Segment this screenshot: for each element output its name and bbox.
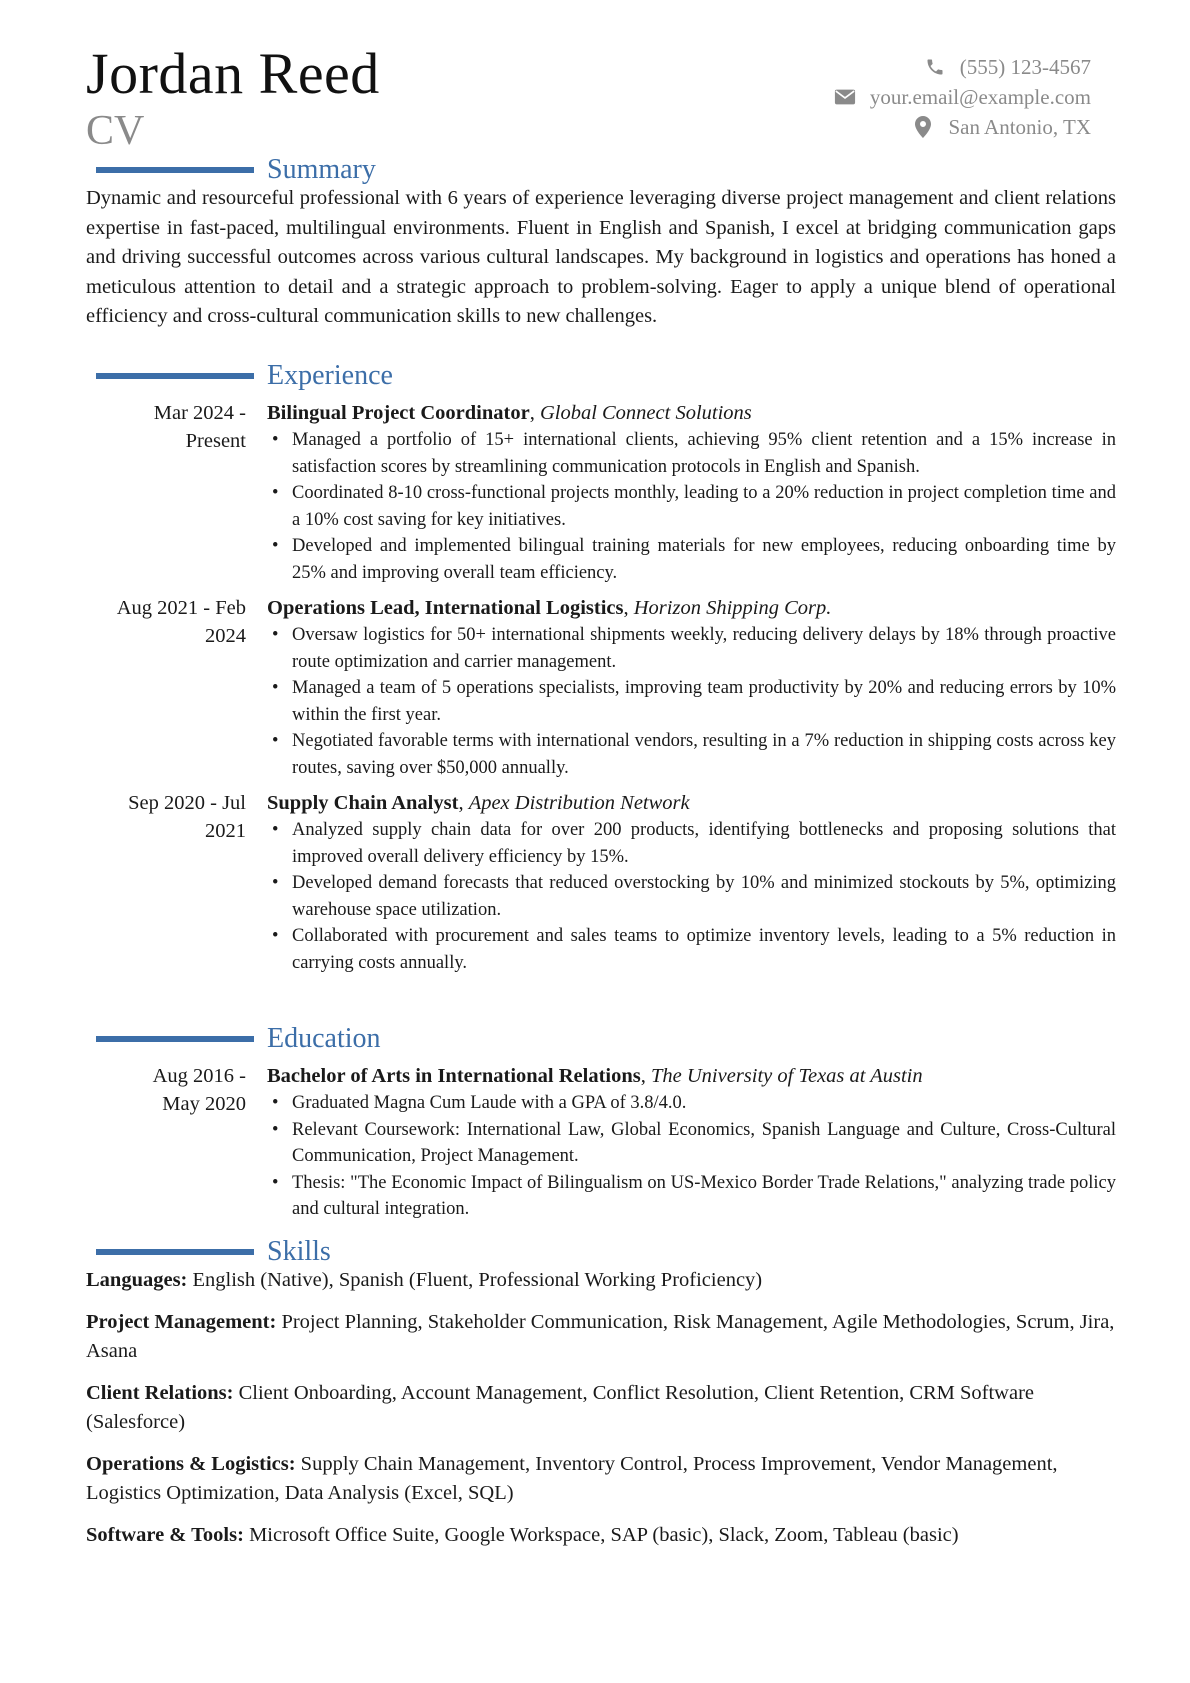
bullet-item: • Coordinated 8-10 cross-functional projects monthly, leading to a 20% reduction in project completion time and a 10% cost saving for key initiatives. (292, 480, 1116, 533)
date-end: 2024 (205, 625, 246, 647)
entry-heading: Bilingual Project Coordinator, Global Connect Solutions (267, 402, 752, 424)
entry-date (86, 1062, 246, 1118)
section-accent-bar (96, 1036, 254, 1042)
entry-date (86, 399, 246, 455)
skill-label: Client Relations: (86, 1381, 234, 1404)
bullet-item: • Relevant Coursework: International Law, Global Economics, Spanish Language and Culture, Cross-Cultural Communication, Project Management. (292, 1117, 1116, 1170)
section-title: Experience (267, 360, 393, 391)
phone-icon (924, 56, 946, 78)
entry-heading: Operations Lead, International Logistics, Horizon Shipping Corp. (267, 597, 832, 619)
date-start: Sep 2020 - Jul (128, 792, 246, 814)
skill-row (86, 1450, 1116, 1509)
bullet-item: • Analyzed supply chain data for over 200 products, identifying bottlenecks and proposing solutions that improved overall delivery efficiency by 15%. (292, 817, 1116, 870)
bullet-item: • Managed a team of 5 operations specialists, improving team productivity by 20% and reducing errors by 10% within the first year. (292, 675, 1116, 728)
entry-date (86, 789, 246, 845)
date-end: May 2020 (162, 1093, 246, 1115)
experience-entry (86, 594, 1116, 781)
entry-body (267, 594, 1116, 781)
entry-heading: Supply Chain Analyst, Apex Distribution Network (267, 792, 690, 814)
section-header (86, 153, 1116, 187)
location-text: San Antonio, TX (948, 115, 1091, 139)
skill-label: Languages: (86, 1269, 188, 1291)
section-title: Summary (267, 154, 376, 185)
bullet-item: • Oversaw logistics for 50+ international shipments weekly, reducing delivery delays by 18% through proactive route optimization and carrier management. (292, 622, 1116, 675)
document-subtitle: CV (86, 108, 145, 154)
map-pin-icon (912, 116, 934, 138)
bullet-item: • Collaborated with procurement and sales teams to optimize inventory levels, leading to a 5% reduction in carrying costs annually. (292, 923, 1116, 976)
education-entry (86, 1062, 1116, 1223)
entry-body (267, 789, 1116, 976)
summary-text: Dynamic and resourceful professional with 6 years of experience leveraging diverse project management and client relations expertise in fast-paced, multilingual environments. Fluent in English and Spanish, I excel at bridging communication gaps and driving successful outcomes across various cultural landscapes. My background in logistics and operations has honed a meticulous attention to detail and a strategic approach to problem-solving. Eager to apply a unique blend of operational efficiency and cross-cultural communication skills to new challenges. (86, 187, 1116, 327)
skill-value: Project Planning, Stakeholder Communication, Risk Management, Agile Methodologies, Scrum, Jira, Asana (86, 1310, 1115, 1362)
contact-block (834, 52, 1091, 142)
section-title: Education (267, 1023, 381, 1054)
date-end: 2021 (205, 820, 246, 842)
bullet-item: • Thesis: "The Economic Impact of Bilingualism on US-Mexico Border Trade Relations," analyzing trade policy and cultural integration. (292, 1170, 1116, 1223)
skill-value: Client Onboarding, Account Management, Conflict Resolution, Client Retention, CRM Software (Salesforce) (86, 1381, 1035, 1433)
contact-location (834, 112, 1091, 142)
email-text[interactable]: your.email@example.com (869, 85, 1091, 109)
section-accent-bar (96, 167, 254, 173)
date-start: Mar 2024 - (153, 402, 246, 424)
skills-section (86, 1235, 1116, 1562)
organization: Global Connect Solutions (539, 402, 752, 424)
envelope-icon (834, 86, 856, 108)
skill-row (86, 1521, 1116, 1551)
skill-value: Supply Chain Management, Inventory Control, Process Improvement, Vendor Management, Logistics Optimization, Data Analysis (Excel, SQL) (86, 1452, 1058, 1504)
section-header (86, 359, 1116, 393)
bullet-list (267, 427, 1116, 586)
bullet-item: • Graduated Magna Cum Laude with a GPA of 3.8/4.0. (292, 1090, 1116, 1117)
bullet-item: • Developed demand forecasts that reduced overstocking by 10% and minimized stockouts by 5%, optimizing warehouse space utilization. (292, 870, 1116, 923)
experience-list (86, 399, 1116, 976)
entry-body (267, 1062, 1116, 1223)
section-accent-bar (96, 1249, 254, 1255)
entry-heading: Bachelor of Arts in International Relations, The University of Texas at Austin (267, 1065, 923, 1087)
bullet-list (267, 817, 1116, 976)
job-title: Operations Lead, International Logistics (267, 597, 624, 619)
organization: Horizon Shipping Corp. (633, 597, 832, 619)
date-start: Aug 2016 - (152, 1065, 246, 1087)
phone-text[interactable]: (555) 123-4567 (959, 55, 1091, 79)
date-start: Aug 2021 - Feb (116, 597, 246, 619)
skill-value: Microsoft Office Suite, Google Workspace, SAP (basic), Slack, Zoom, Tableau (basic) (249, 1523, 959, 1546)
job-title: Supply Chain Analyst (267, 792, 459, 814)
skill-row (86, 1266, 1116, 1296)
contact-email (834, 82, 1091, 112)
experience-entry (86, 399, 1116, 586)
entry-date (86, 594, 246, 650)
skill-label: Software & Tools: (86, 1523, 244, 1546)
job-title: Bilingual Project Coordinator (267, 402, 530, 424)
summary-section (86, 153, 1116, 332)
skills-list (86, 1266, 1116, 1550)
date-end: Present (185, 430, 246, 452)
organization: Apex Distribution Network (468, 792, 690, 814)
bullet-item: • Negotiated favorable terms with international vendors, resulting in a 7% reduction in shipping costs across key routes, saving over $50,000 annually. (292, 728, 1116, 781)
candidate-name: Jordan Reed (86, 41, 380, 106)
education-section (86, 1022, 1116, 1231)
section-title: Skills (267, 1236, 331, 1267)
section-header (86, 1022, 1116, 1056)
bullet-list (267, 622, 1116, 781)
skill-label: Operations & Logistics: (86, 1452, 296, 1475)
degree: Bachelor of Arts in International Relations (267, 1065, 641, 1087)
bullet-list (267, 1090, 1116, 1223)
institution: The University of Texas at Austin (651, 1065, 923, 1087)
education-list (86, 1062, 1116, 1223)
skill-row (86, 1308, 1116, 1367)
skill-label: Project Management: (86, 1310, 277, 1333)
bullet-item: • Developed and implemented bilingual training materials for new employees, reducing onboarding time by 25% and improving overall team efficiency. (292, 533, 1116, 586)
skill-row (86, 1379, 1116, 1438)
section-header (86, 1235, 1116, 1269)
bullet-item: • Managed a portfolio of 15+ international clients, achieving 95% client retention and a 15% increase in satisfaction scores by streamlining communication protocols in English and Spanish. (292, 427, 1116, 480)
experience-section (86, 359, 1116, 984)
entry-body (267, 399, 1116, 586)
contact-phone (834, 52, 1091, 82)
experience-entry (86, 789, 1116, 976)
skill-value: English (Native), Spanish (Fluent, Professional Working Proficiency) (192, 1269, 763, 1291)
section-accent-bar (96, 373, 254, 379)
